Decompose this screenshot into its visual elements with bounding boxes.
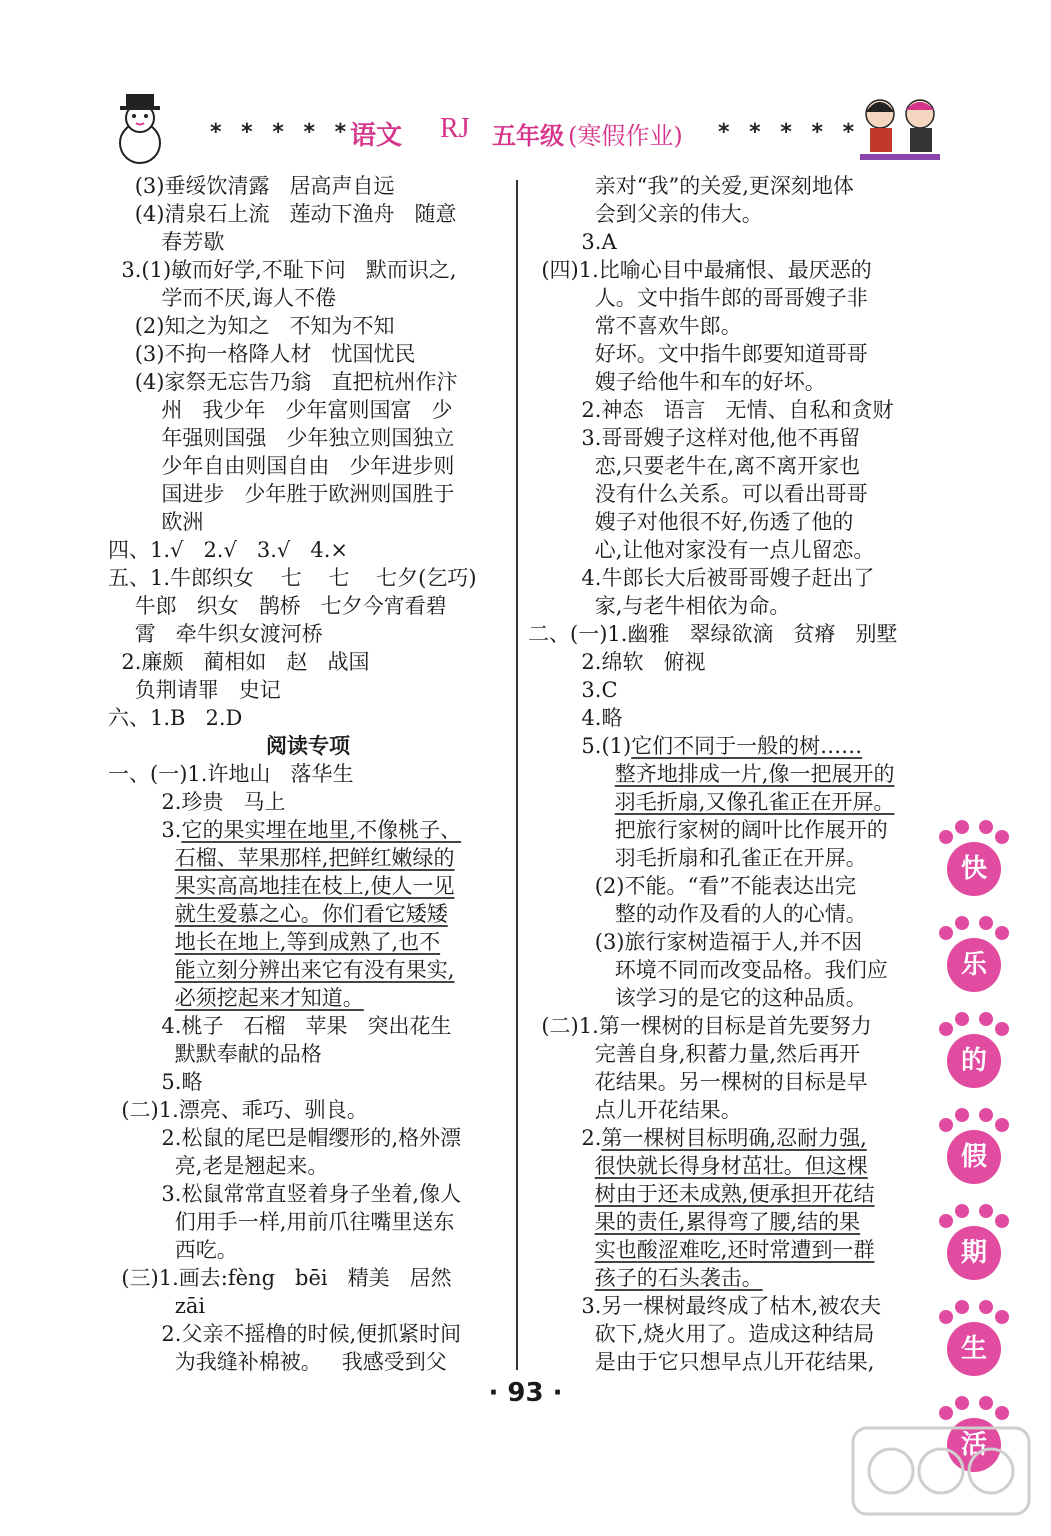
answer-line <box>108 284 508 312</box>
answer-text <box>528 1210 595 1234</box>
answer-text: 人。文中指牛郎的哥哥嫂子非 <box>528 286 868 310</box>
paw-badge <box>935 820 1015 906</box>
answer-line <box>528 368 924 396</box>
answer-line <box>528 480 924 508</box>
answer-text: 学而不厌,诲人不倦 <box>108 286 337 310</box>
answer-text: 霄 牵牛织女渡河桥 <box>108 622 323 646</box>
answer-line <box>528 956 924 984</box>
answer-line <box>108 396 508 424</box>
answer-line <box>528 1320 924 1348</box>
answer-text: 一、(一)1.许地山 落华生 <box>108 762 354 786</box>
answer-line <box>108 648 508 676</box>
answer-text: zāi <box>108 1294 206 1318</box>
answer-line <box>528 228 924 256</box>
answer-line <box>108 312 508 340</box>
answer-text: 3.A <box>528 230 617 254</box>
answer-text: 该学习的是它的这种品质。 <box>528 986 867 1010</box>
answer-text <box>528 1266 595 1290</box>
page-number: · 93 · <box>488 1378 563 1408</box>
answer-text <box>528 1182 595 1206</box>
answer-text: 默默奉献的品格 <box>108 1042 322 1066</box>
answer-line <box>528 256 924 284</box>
answer-line <box>108 900 508 928</box>
answer-line <box>528 200 924 228</box>
answer-line <box>528 1236 924 1264</box>
paw-toe-icon <box>979 916 993 930</box>
answer-text: 3.C <box>528 678 618 702</box>
answer-text <box>108 958 175 982</box>
column-divider <box>516 180 518 1370</box>
answer-line <box>528 564 924 592</box>
answer-line <box>108 1348 508 1376</box>
answer-text: 四、1.√ 2.√ 3.√ 4.× <box>108 538 348 562</box>
answer-line <box>108 1292 508 1320</box>
answer-line <box>108 1096 508 1124</box>
answer-text: 为我缝补棉被。 我感受到父 <box>108 1350 447 1374</box>
paw-toe-icon <box>939 1406 953 1420</box>
underlined-answer-text: 树由于还未成熟,便承担开花结 <box>594 1182 875 1206</box>
answer-line <box>108 676 508 704</box>
stars-right: * * * * * <box>718 120 861 145</box>
paw-toe-icon <box>979 1300 993 1314</box>
answer-line <box>528 1068 924 1096</box>
answer-line <box>528 1348 924 1376</box>
section-title <box>108 732 508 760</box>
answer-line <box>108 760 508 788</box>
answer-line <box>108 1152 508 1180</box>
answer-text: 花结果。另一棵树的目标是早 <box>528 1070 868 1094</box>
underlined-answer-text: 第一棵树目标明确,忍耐力强, <box>601 1126 867 1150</box>
answer-line <box>528 760 924 788</box>
answer-line <box>108 564 508 592</box>
answer-text: 春芳歇 <box>108 230 225 254</box>
answer-text: 2. <box>528 1126 602 1150</box>
paw-toe-icon <box>939 1118 953 1132</box>
answer-text: 亲对“我”的关爱,更深刻地体 <box>528 174 854 198</box>
answer-line <box>108 368 508 396</box>
answer-text: 把旅行家树的阔叶比作展开的 <box>528 818 888 842</box>
answer-line <box>528 1040 924 1068</box>
paw-character: 乐 <box>947 938 1001 992</box>
answer-line <box>108 200 508 228</box>
answer-text: 家,与老牛相依为命。 <box>528 594 791 618</box>
answer-text: (2)知之为知之 不知为不知 <box>108 314 395 338</box>
subject-label: 语文 <box>350 121 403 151</box>
answer-line <box>528 676 924 704</box>
underlined-answer-text: 果实高高地挂在枝上,使人一见 <box>174 874 455 898</box>
answer-line <box>108 1068 508 1096</box>
answer-text: 2.珍贵 马上 <box>108 790 286 814</box>
answer-line <box>108 816 508 844</box>
paw-toe-icon <box>995 1214 1009 1228</box>
answer-text <box>108 902 175 926</box>
answer-line <box>528 704 924 732</box>
answer-text: 4.牛郎长大后被哥哥嫂子赶出了 <box>528 566 875 590</box>
answer-text <box>108 930 175 954</box>
answer-line <box>108 592 508 620</box>
paw-toe-icon <box>979 820 993 834</box>
answer-line <box>528 1152 924 1180</box>
paw-toe-icon <box>939 830 953 844</box>
answer-text: 西吃。 <box>108 1238 238 1262</box>
answer-line <box>528 620 924 648</box>
answer-text: (二)1.第一棵树的目标是首先要努力 <box>528 1014 872 1038</box>
left-answer-column <box>108 172 508 1376</box>
answer-text: 们用手一样,用前爪往嘴里送东 <box>108 1210 455 1234</box>
underlined-answer-text: 就生爱慕之心。你们看它矮矮 <box>174 902 448 926</box>
paw-character: 生 <box>947 1322 1001 1376</box>
underlined-answer-text: 能立刻分辨出来它有没有果实, <box>174 958 455 982</box>
answer-text: 羽毛折扇和孔雀正在开屏。 <box>528 846 867 870</box>
paw-badge <box>935 1012 1015 1098</box>
booklet-label: (寒假作业) <box>568 122 683 150</box>
underlined-answer-text: 整齐地排成一片,像一把展开的 <box>614 762 895 786</box>
stars-left: * * * * * <box>210 120 353 145</box>
answer-text: 5.略 <box>108 1070 203 1094</box>
answer-text <box>528 790 615 814</box>
answer-line <box>108 256 508 284</box>
paw-badge <box>935 1300 1015 1386</box>
answer-text <box>528 1154 595 1178</box>
answer-line <box>528 872 924 900</box>
answer-text <box>108 874 175 898</box>
answer-text: 3.另一棵树最终成了枯木,被农夫 <box>528 1294 882 1318</box>
snowman-cat-icon <box>100 88 180 168</box>
answer-line <box>108 172 508 200</box>
paw-character: 的 <box>947 1034 1001 1088</box>
answer-line <box>108 508 508 536</box>
paw-badge <box>935 916 1015 1002</box>
underlined-answer-text: 它们不同于一般的树…… <box>631 734 863 758</box>
answer-line <box>528 1124 924 1152</box>
answer-line <box>528 396 924 424</box>
answer-text: 4.略 <box>528 706 623 730</box>
paw-badge <box>935 1108 1015 1194</box>
answer-line <box>108 956 508 984</box>
answer-text: 嫂子给他牛和车的好坏。 <box>528 370 826 394</box>
answer-text: 没有什么关系。可以看出哥哥 <box>528 482 868 506</box>
answer-line <box>528 1096 924 1124</box>
underlined-answer-text: 孩子的石头袭击。 <box>594 1266 763 1290</box>
answer-text: (三)1.画去:fèng bēi 精美 居然 <box>108 1266 452 1290</box>
paw-character: 期 <box>947 1226 1001 1280</box>
answer-text: (3)不拘一格降人材 忧国忧民 <box>108 342 416 366</box>
answer-line <box>108 1180 508 1208</box>
paw-toe-icon <box>995 830 1009 844</box>
answer-text: 亮,老是翘起来。 <box>108 1154 329 1178</box>
answer-text: 是由于它只想早点儿开花结果, <box>528 1350 875 1374</box>
answer-text <box>528 1238 595 1262</box>
answer-text: 5.(1) <box>528 734 632 758</box>
underlined-answer-text: 羽毛折扇,又像孔雀正在开屏。 <box>614 790 895 814</box>
answer-text: 恋,只要老牛在,离不离开家也 <box>528 454 861 478</box>
answer-text: 2.神态 语言 无情、自私和贪财 <box>528 398 894 422</box>
answer-line <box>528 424 924 452</box>
answer-line <box>528 1180 924 1208</box>
answer-text: 3.松鼠常常直竖着身子坐着,像人 <box>108 1182 462 1206</box>
paw-toe-icon <box>995 1118 1009 1132</box>
answer-line <box>528 592 924 620</box>
answer-line <box>108 340 508 368</box>
answer-text: 嫂子对他很不好,伤透了他的 <box>528 510 854 534</box>
answer-text: 完善自身,积蓄力量,然后再开 <box>528 1042 861 1066</box>
answer-text: (四)1.比喻心目中最痛恨、最厌恶的 <box>528 258 872 282</box>
answer-text: 2.廉颇 蔺相如 赵 战国 <box>108 650 370 674</box>
answer-text: (4)家祭无忘告乃翁 直把杭州作汴 <box>108 370 458 394</box>
answer-line <box>108 872 508 900</box>
underlined-answer-text: 石榴、苹果那样,把鲜红嫩绿的 <box>174 846 455 870</box>
watermark-logo <box>851 1426 1031 1516</box>
paw-toe-icon <box>955 916 969 930</box>
paw-toe-icon <box>955 1108 969 1122</box>
answer-line <box>528 284 924 312</box>
answer-text: 3.哥哥嫂子这样对他,他不再留 <box>528 426 861 450</box>
answer-line <box>528 1292 924 1320</box>
answer-text: (3)旅行家树造福于人,并不因 <box>528 930 863 954</box>
paw-toe-icon <box>955 1012 969 1026</box>
answer-text: 负荆请罪 史记 <box>108 678 281 702</box>
answer-text: 环境不同而改变品格。我们应 <box>528 958 888 982</box>
underlined-answer-text: 地长在地上,等到成熟了,也不 <box>174 930 441 954</box>
answer-line <box>108 1040 508 1068</box>
paw-toe-icon <box>939 926 953 940</box>
answer-line <box>108 1124 508 1152</box>
answer-text <box>108 846 175 870</box>
paw-toe-icon <box>995 926 1009 940</box>
paw-toe-icon <box>995 1406 1009 1420</box>
answer-line <box>528 1208 924 1236</box>
answer-text: 年强则国强 少年独立则国独立 <box>108 426 455 450</box>
answer-text: 常不喜欢牛郎。 <box>528 314 742 338</box>
answer-text: 砍下,烧火用了。造成这种结局 <box>528 1322 875 1346</box>
kids-sledding-icon <box>850 84 950 168</box>
answer-line <box>108 788 508 816</box>
answer-text: (4)清泉石上流 莲动下渔舟 随意 <box>108 202 457 226</box>
answer-line <box>528 648 924 676</box>
answer-text <box>528 762 615 786</box>
answer-text: 国进步 少年胜于欧洲则国胜于 <box>108 482 455 506</box>
answer-text: 点儿开花结果。 <box>528 1098 742 1122</box>
underlined-answer-text: 果的责任,累得弯了腰,结的果 <box>594 1210 861 1234</box>
answer-line <box>528 536 924 564</box>
paw-character: 活 <box>947 1418 1001 1472</box>
paw-toe-icon <box>995 1310 1009 1324</box>
answer-line <box>528 1264 924 1292</box>
paw-toe-icon <box>939 1310 953 1324</box>
answer-line <box>528 732 924 760</box>
answer-line <box>528 508 924 536</box>
answer-text: 州 我少年 少年富则国富 少 <box>108 398 453 422</box>
paw-character: 假 <box>947 1130 1001 1184</box>
answer-line <box>108 536 508 564</box>
paw-toe-icon <box>939 1214 953 1228</box>
answer-line <box>528 452 924 480</box>
answer-text: 2.绵软 俯视 <box>528 650 706 674</box>
paw-toe-icon <box>939 1022 953 1036</box>
answer-text: 4.桃子 石榴 苹果 突出花生 <box>108 1014 452 1038</box>
answer-line <box>528 984 924 1012</box>
answer-line <box>528 340 924 368</box>
answer-line <box>108 452 508 480</box>
answer-line <box>108 228 508 256</box>
answer-line <box>108 1264 508 1292</box>
answer-line <box>108 844 508 872</box>
paw-toe-icon <box>995 1022 1009 1036</box>
answer-text: 二、(一)1.幽雅 翠绿欲滴 贫瘠 别墅 <box>528 622 898 646</box>
answer-line <box>108 424 508 452</box>
answer-text: 欧洲 <box>108 510 204 534</box>
answer-line <box>108 928 508 956</box>
answer-text: 五、1.牛郎织女 七 七 七夕(乞巧) <box>108 566 477 590</box>
answer-line <box>108 480 508 508</box>
answer-line <box>108 1208 508 1236</box>
paw-toe-icon <box>955 1204 969 1218</box>
paw-toe-icon <box>979 1012 993 1026</box>
answer-text: (二)1.漂亮、乖巧、驯良。 <box>108 1098 368 1122</box>
answer-line <box>108 704 508 732</box>
underlined-answer-text: 实也酸涩难吃,还时常遭到一群 <box>594 1238 875 1262</box>
answer-line <box>528 816 924 844</box>
grade-label: 五年级 <box>492 121 564 150</box>
edition-label: RJ <box>440 113 470 144</box>
answer-text: 2.松鼠的尾巴是帽缨形的,格外漂 <box>108 1126 462 1150</box>
answer-text: 会到父亲的伟大。 <box>528 202 763 226</box>
answer-text: 整的动作及看的人的心情。 <box>528 902 867 926</box>
answer-text: (3)垂绥饮清露 居高声自远 <box>108 174 395 198</box>
answer-line <box>528 928 924 956</box>
answer-text: 牛郎 织女 鹊桥 七夕今宵看碧 <box>108 594 447 618</box>
paw-badge <box>935 1204 1015 1290</box>
answer-text: 心,让他对家没有一点儿留恋。 <box>528 538 875 562</box>
page-header <box>0 0 1051 175</box>
answer-line <box>528 312 924 340</box>
underlined-answer-text: 它的果实埋在地里,不像桃子、 <box>181 818 462 842</box>
answer-line <box>528 1012 924 1040</box>
paw-character: 快 <box>947 842 1001 896</box>
answer-line <box>108 984 508 1012</box>
answer-line <box>528 900 924 928</box>
answer-line <box>528 788 924 816</box>
answer-line <box>528 844 924 872</box>
answer-text: (2)不能。“看”不能表达出完 <box>528 874 856 898</box>
answer-text: 少年自由则国自由 少年进步则 <box>108 454 455 478</box>
answer-text: 2.父亲不摇橹的时候,便抓紧时间 <box>108 1322 462 1346</box>
underlined-answer-text: 很快就长得身材茁壮。但这棵 <box>594 1154 868 1178</box>
paw-toe-icon <box>979 1108 993 1122</box>
answer-text: 好坏。文中指牛郎要知道哥哥 <box>528 342 868 366</box>
answer-line <box>108 1320 508 1348</box>
paw-toe-icon <box>955 820 969 834</box>
answer-text: 3. <box>108 818 182 842</box>
answer-text: 阅读专项 <box>266 733 350 758</box>
answer-text: 六、1.B 2.D <box>108 706 243 730</box>
answer-line <box>108 1236 508 1264</box>
answer-text: 3.(1)敏而好学,不耻下问 默而识之, <box>108 258 457 282</box>
answer-line <box>108 1012 508 1040</box>
answer-text <box>108 986 175 1010</box>
paw-toe-icon <box>979 1204 993 1218</box>
paw-toe-icon <box>955 1300 969 1314</box>
answer-line <box>108 620 508 648</box>
underlined-answer-text: 必须挖起来才知道。 <box>174 986 364 1010</box>
right-answer-column <box>528 172 924 1376</box>
answer-line <box>528 172 924 200</box>
